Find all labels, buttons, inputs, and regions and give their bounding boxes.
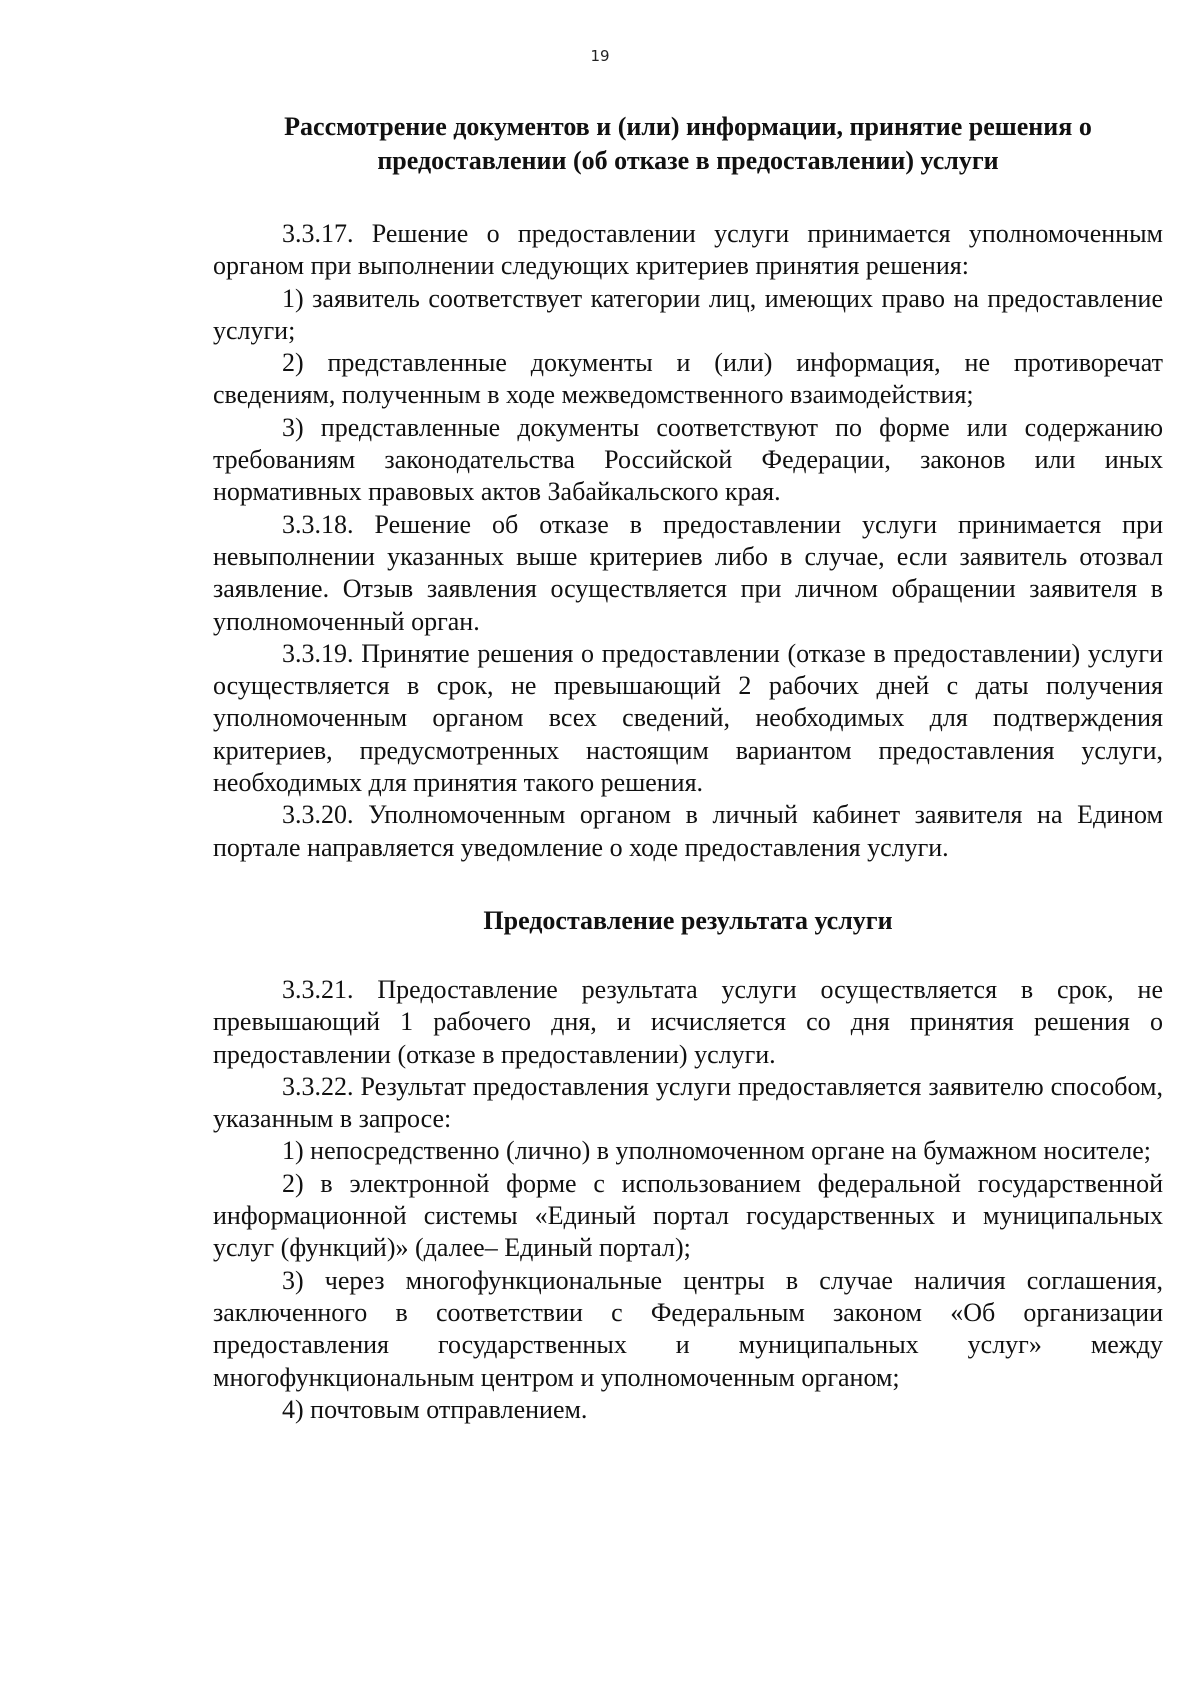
paragraph-3-3-22: 3.3.22. Результат предоставления услуги предоставляется заявителю способом, указанным в запросе: xyxy=(213,1071,1163,1134)
criterion-3: 3) представленные документы соответствуют по форме или содержанию требованиям законодательства Российской Федерации, законов или иных нормативных правовых актов Забайкальского края. xyxy=(213,412,1163,507)
delivery-method-2: 2) в электронной форме с использованием федеральной государственной информационной системы «Единый портал государственных и муниципальных услуг (функций)» (далее– Единый портал); xyxy=(213,1168,1163,1263)
criterion-2: 2) представленные документы и (или) информация, не противоречат сведениям, полученным в ходе межведомственного взаимодействия; xyxy=(213,348,1163,410)
paragraph-3-3-17: 3.3.17. Решение о предоставлении услуги принимается уполномоченным органом при выполнении следующих критериев принятия решения: xyxy=(213,219,1163,281)
criterion-1: 1) заявитель соответствует категории лиц, имеющих право на предоставление услуги; xyxy=(213,283,1163,345)
delivery-method-3: 3) через многофункциональные центры в случае наличия соглашения, заключенного в соответствии с Федеральным законом «Об организации предоставления государственных и муниципальных услуг» между многофункциональным центром и уполномоченным органом; xyxy=(213,1265,1163,1392)
delivery-method-1: 1) непосредственно (лично) в уполномоченном органе на бумажном носителе; xyxy=(282,1136,1151,1166)
page-number: 19 xyxy=(590,47,610,65)
paragraph-3-3-18: 3.3.18. Решение об отказе в предоставлении услуги принимается при невыполнении указанных выше критериев либо в случае, если заявитель отозвал заявление. Отзыв заявления осуществляется при личном обращении заявителя в уполномоченный орган. xyxy=(213,509,1163,636)
delivery-method-4: 4) почтовым отправлением. xyxy=(282,1394,588,1424)
paragraph-3-3-21: 3.3.21. Предоставление результата услуги осуществляется в срок, не превышающий 1 рабочего дня, и исчисляется со дня принятия решения о предоставлении (отказе в предоставлении) услуги. xyxy=(213,974,1163,1069)
section-heading-result: Предоставление результата услуги xyxy=(483,905,893,935)
section-heading-review: Рассмотрение документов и (или) информации, принятие решения о предоставлении (об отказе в предоставлении) услуги xyxy=(284,112,1092,175)
paragraph-3-3-20: 3.3.20. Уполномоченным органом в личный кабинет заявителя на Едином портале направляется уведомление о ходе предоставления услуги. xyxy=(213,800,1163,862)
paragraph-3-3-19: 3.3.19. Принятие решения о предоставлении (отказе в предоставлении) услуги осуществляется в срок, не превышающий 2 рабочих дней с даты получения уполномоченным органом всех сведений, необходимых для подтверждения критериев, предусмотренных настоящим вариантом предоставления услуги, необходимых для принятия такого решения. xyxy=(213,638,1163,798)
document-body xyxy=(213,110,1163,1426)
